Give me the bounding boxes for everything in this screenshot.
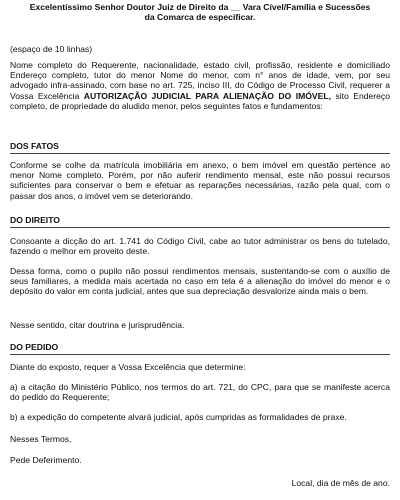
intro-paragraph [10,60,390,111]
pedido-item-a: a) a citação do Ministério Público, nos termos do art. 721, do CPC, para que se manifeste acerca do pedido do Requerente; [10,382,390,403]
document-title [12,2,388,22]
pedido-intro: Diante do exposto, requer a Vossa Excelência que determine: [10,362,246,372]
title-line-2: da Comarca de especificar. [144,12,256,23]
intro-text-start: Nome completo do Requerente, nacionalidade, estado civil, profissão, residente e domiciliado Endereço completo, tutor do menor Nome do menor, com n° anos de idade, vem, por seu advogado infra-assinado, com base no art. 725, inciso III, do Código de Processo Civil, requerer a Vossa Excelência [10,60,390,101]
pedido-item-b: b) a expedição do competente alvará judicial, após cumpridas as formalidades de praxe. [10,412,347,422]
closing-place-date: Local, dia de mês de ano. [291,478,390,488]
section-heading-direito: DO DIREITO [10,215,390,228]
section-heading-pedido: DO PEDIDO [10,342,390,355]
closing-deferment: Pede Deferimento. [10,455,82,465]
spacing-note: (espaço de 10 linhas) [10,44,93,54]
direito-paragraph-3: Nesse sentido, citar doutrina e jurisprudência. [10,320,185,330]
intro-text-end: sito Endereço completo, de propriedade do aludido menor, pelos seguintes fatos e fundamentos: [10,90,391,111]
closing-terms: Nesses Termos, [10,434,72,444]
title-line-1: Excelentíssimo Senhor Doutor Juiz de Direito da __ Vara Cível/Família e Sucessões [29,2,371,12]
direito-paragraph-1: Consoante a dicção do art. 1.741 do Código Civil, cabe ao tutor administrar os bens do tutelado, fazendo o melhor em proveito deste. [10,236,390,257]
section-heading-fatos: DOS FATOS [10,141,390,154]
fatos-paragraph: Conforme se colhe da matrícula imobiliária em anexo, o bem imóvel em questão pertence ao menor Nome completo. Porém, por não auferir rendimento mensal, este não possui recursos suficientes para conservar o bem e efetuar as reparações necessárias, razão pela qual, com o passar dos anos, o imóvel vem se deteriorando. [10,160,390,201]
direito-paragraph-2: Dessa forma, como o pupilo não possui rendimentos mensais, sustentando-se com o auxílio de seus familiares, a medida mais acertada no caso em tela é a alienação do imóvel do menor e o depósito do valor em conta judicial, antes que sua depreciação desvalorize ainda mais o bem. [10,266,390,297]
intro-bold-request: AUTORIZAÇÃO JUDICIAL PARA ALIENAÇÃO DO IMÓVEL, [83,90,332,101]
